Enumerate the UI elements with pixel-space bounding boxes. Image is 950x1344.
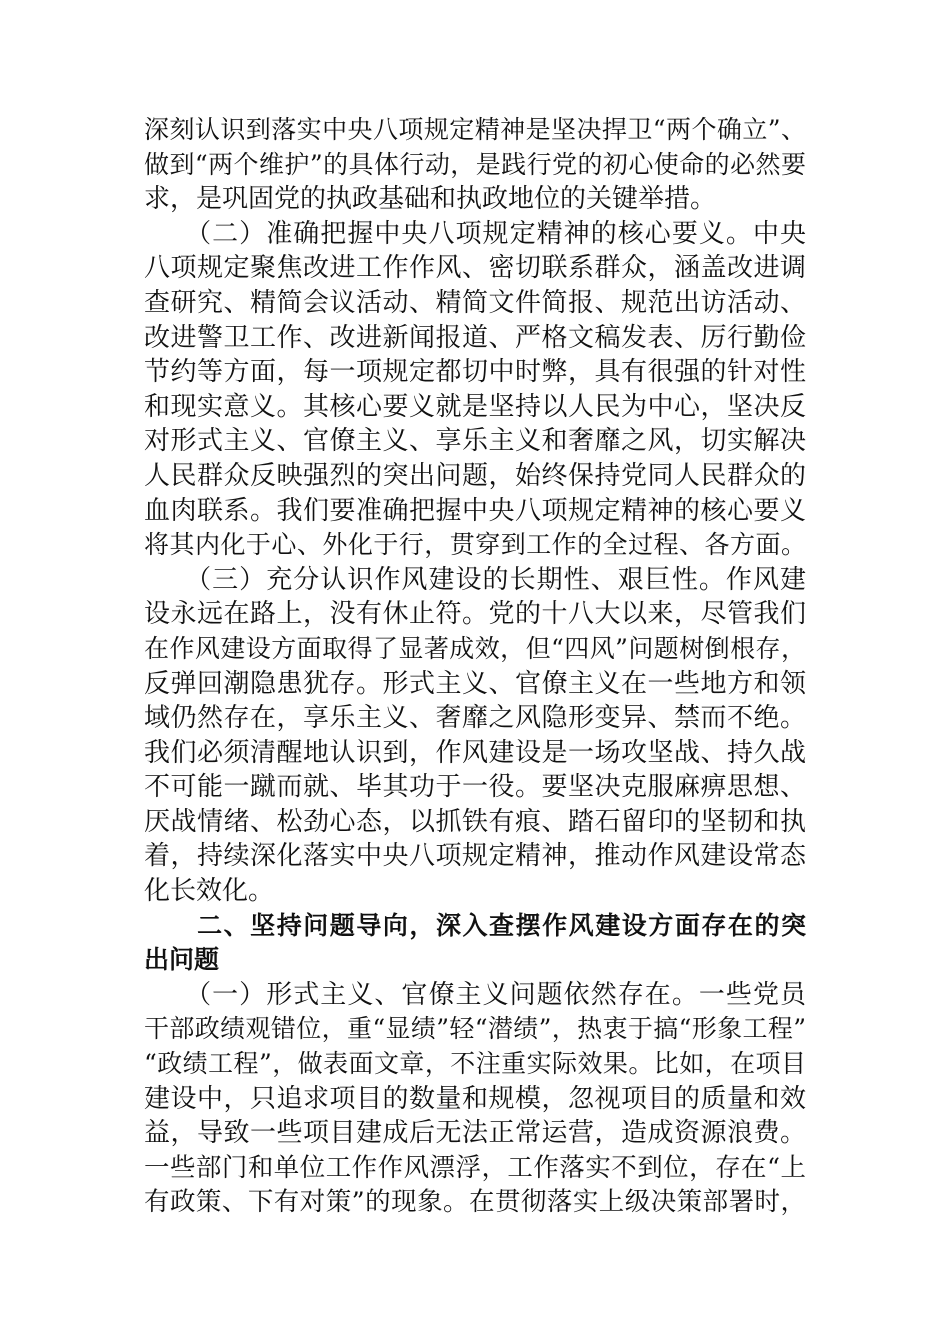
text-line: 将其内化于心、外化于行，贯穿到工作的全过程、各方面。 bbox=[144, 530, 806, 560]
text-line: 我们必须清醒地认识到，作风建设是一场攻坚战、持久战 bbox=[144, 737, 806, 768]
section-heading: 二、坚持问题导向，深入查摆作风建设方面存在的突 bbox=[144, 910, 806, 940]
text-line: 在作风建设方面取得了显著成效，但“四风”问题树倒根存， bbox=[144, 633, 806, 663]
text-line: 有政策、下有对策”的现象。在贯彻落实上级决策部署时， bbox=[144, 1187, 806, 1218]
text-line: 着，持续深化落实中央八项规定精神，推动作风建设常态 bbox=[144, 841, 806, 872]
text-line: 不可能一蹴而就、毕其功于一役。要坚决克服麻痹思想、 bbox=[144, 772, 806, 803]
text-line: 和现实意义。其核心要义就是坚持以人民为中心，坚决反 bbox=[144, 391, 806, 422]
text-line: 反弹回潮隐患犹存。形式主义、官僚主义在一些地方和领 bbox=[144, 668, 806, 699]
text-line: 益，导致一些项目建成后无法正常运营，造成资源浪费。 bbox=[144, 1118, 806, 1149]
text-line: 建设中，只追求项目的数量和规模，忽视项目的质量和效 bbox=[144, 1083, 806, 1114]
text-line: 深刻认识到落实中央八项规定精神是坚决捍卫“两个确立”、 bbox=[144, 115, 806, 144]
text-line: 查研究、精简会议活动、精简文件简报、规范出访活动、 bbox=[144, 287, 806, 318]
text-line: 人民群众反映强烈的突出问题，始终保持党同人民群众的 bbox=[144, 460, 806, 491]
text-line: （一）形式主义、官僚主义问题依然存在。一些党员 bbox=[144, 979, 806, 1010]
text-line: 八项规定聚焦改进工作作风、密切联系群众，涵盖改进调 bbox=[144, 253, 806, 284]
text-line: 设永远在路上，没有休止符。党的十八大以来，尽管我们 bbox=[144, 599, 806, 630]
text-line: 化长效化。 bbox=[144, 876, 275, 907]
text-line: 做到“两个维护”的具体行动，是践行党的初心使命的必然要 bbox=[144, 149, 806, 179]
text-line: 域仍然存在，享乐主义、奢靡之风隐形变异、禁而不绝。 bbox=[144, 703, 806, 734]
section-heading: 出问题 bbox=[144, 945, 220, 975]
text-line: 血肉联系。我们要准确把握中央八项规定精神的核心要义 bbox=[144, 495, 806, 526]
text-line: 对形式主义、官僚主义、享乐主义和奢靡之风，切实解决 bbox=[144, 426, 806, 457]
text-line: 厌战情绪、松劲心态，以抓铁有痕、踏石留印的坚韧和执 bbox=[144, 806, 806, 837]
text-line: 干部政绩观错位，重“显绩”轻“潜绩”，热衷于搞“形象工程” bbox=[144, 1014, 806, 1044]
text-line: 节约等方面，每一项规定都切中时弊，具有很强的针对性 bbox=[144, 357, 806, 388]
body-text bbox=[144, 113, 806, 1220]
text-line: （三）充分认识作风建设的长期性、艰巨性。作风建 bbox=[144, 564, 806, 595]
text-line: 一些部门和单位工作作风漂浮，工作落实不到位，存在“上 bbox=[144, 1152, 806, 1183]
text-line: （二）准确把握中央八项规定精神的核心要义。中央 bbox=[144, 218, 806, 249]
text-line: “政绩工程”，做表面文章，不注重实际效果。比如，在项目 bbox=[144, 1049, 806, 1079]
text-line: 改进警卫工作、改进新闻报道、严格文稿发表、厉行勤俭 bbox=[144, 322, 806, 353]
text-line: 求，是巩固党的执政基础和执政地位的关键举措。 bbox=[144, 184, 717, 215]
